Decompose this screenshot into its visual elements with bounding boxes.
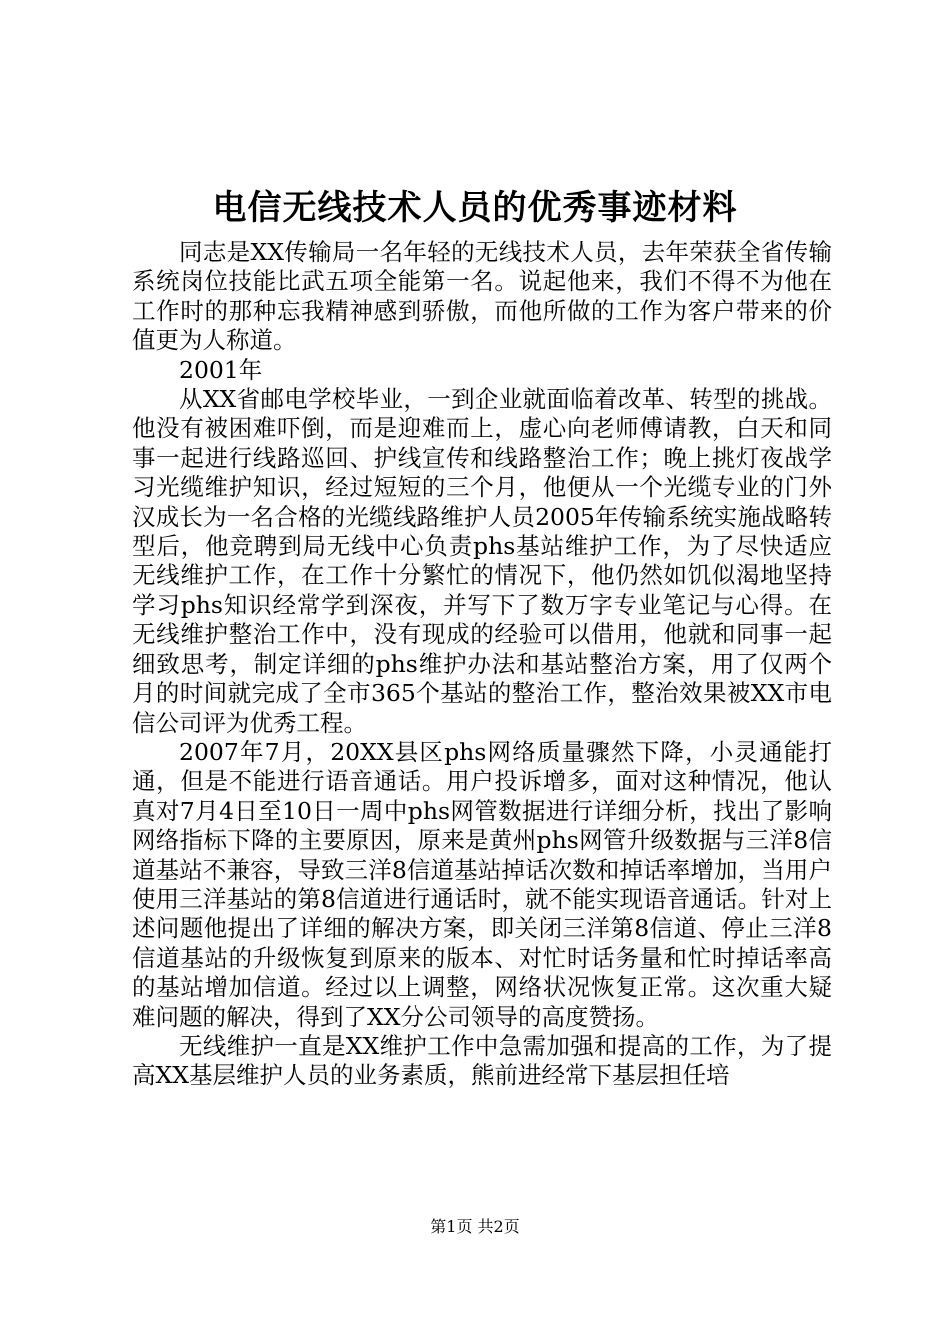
paragraph-intro: 同志是XX传输局一名年轻的无线技术人员，去年荣获全省传输系统岗位技能比武五项全能第一名。说起他来，我们不得不为他在工作时的那种忘我精神感到骄傲，而他所做的工作为客户带来的价值更为人称道。: [132, 238, 832, 355]
paragraph-year: 2001年: [179, 355, 263, 384]
paragraph-training: 无线维护一直是XX维护工作中急需加强和提高的工作，为了提高XX基层维护人员的业务素质，熊前进经常下基层担任培: [132, 1031, 832, 1090]
page-footer: 第1页 共2页: [430, 1217, 520, 1236]
paragraph-2007-incident: 2007年7月，20XX县区phs网络质量骤然下降，小灵通能打通，但是不能进行语音通话。用户投诉增多，面对这种情况，他认真对7月4日至10日一周中phs网管数据进行详细分析，找出了影响网络指标下降的主要原因，原来是黄州phs网管升级数据与三洋8信道基站不兼容，导致三洋8信道基站掉话次数和掉话率增加，当用户使用三洋基站的第8信道进行通话时，就不能实现语音通话。针对上述问题他提出了详细的解决方案，即关闭三洋第8信道、停止三洋8信道基站的升级恢复到原来的版本、对忙时话务量和忙时掉话率高的基站增加信道。经过以上调整，网络状况恢复正常。这次重大疑难问题的解决，得到了XX分公司领导的高度赞扬。: [132, 737, 832, 1031]
document-title: 电信无线技术人员的优秀事迹材料: [212, 188, 738, 228]
paragraph-career: 从XX省邮电学校毕业，一到企业就面临着改革、转型的挑战。他没有被困难吓倒，而是迎难而上，虚心向老师傅请教，白天和同事一起进行线路巡回、护线宣传和线路整治工作；晚上挑灯夜战学习光缆维护知识，经过短短的三个月，他便从一个光缆专业的门外汉成长为一名合格的光缆线路维护人员2005年传输系统实施战略转型后，他竞聘到局无线中心负责phs基站维护工作，为了尽快适应无线维护工作，在工作十分繁忙的情况下，他仍然如饥似渴地坚持学习phs知识经常学到深夜，并写下了数万字专业笔记与心得。在无线维护整治工作中，没有现成的经验可以借用，他就和同事一起细致思考，制定详细的phs维护办法和基站整治方案，用了仅两个月的时间就完成了全市365个基站的整治工作，整治效果被XX市电信公司评为优秀工程。: [132, 385, 832, 737]
document-body: [132, 238, 832, 1091]
